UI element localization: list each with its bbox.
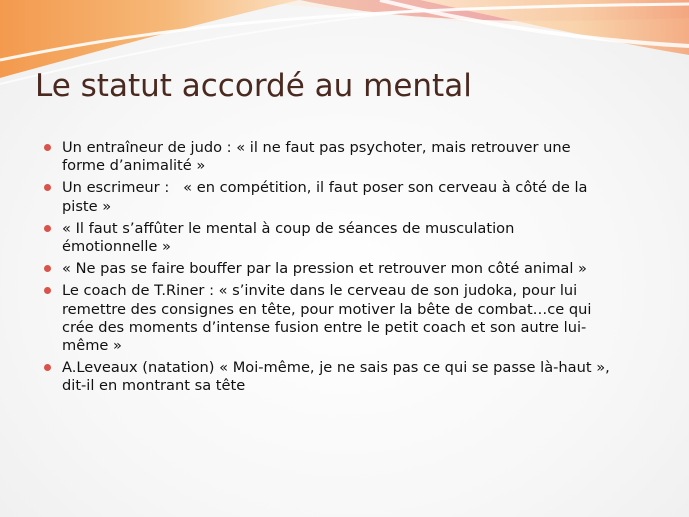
bullet-list	[44, 139, 614, 400]
bullet-text: Un escrimeur : « en compétition, il faut poser son cerveau à côté de la piste »	[62, 179, 593, 215]
bullet-dot-icon	[44, 287, 51, 294]
bullet-item	[44, 282, 614, 355]
bullet-item	[44, 179, 614, 215]
bullet-text: A.Leveaux (natation) « Moi-même, je ne sais pas ce qui se passe là-haut », dit-il en montrant sa tête	[62, 359, 610, 395]
bullet-item	[44, 359, 614, 395]
bullet-item	[44, 139, 614, 175]
slide-title: Le statut accordé au mental	[35, 68, 472, 104]
bullet-item	[44, 220, 614, 256]
bullet-dot-icon	[44, 364, 51, 371]
bullet-item	[44, 260, 614, 278]
bullet-dot-icon	[44, 225, 51, 232]
bullet-text: « Ne pas se faire bouffer par la pression et retrouver mon côté animal »	[62, 260, 587, 278]
bullet-text: Le coach de T.Riner : « s’invite dans le cerveau de son judoka, pour lui remettre des consignes en tête, pour motiver la bête de combat…ce qui crée des moments d’intense fusion entre le petit coach et son autre lui-même »	[62, 282, 592, 355]
bullet-dot-icon	[44, 144, 51, 151]
bullet-dot-icon	[44, 265, 51, 272]
bullet-text: Un entraîneur de judo : « il ne faut pas psychoter, mais retrouver une forme d’animalité »	[62, 139, 571, 175]
bullet-dot-icon	[44, 184, 51, 191]
bullet-text: « Il faut s’affûter le mental à coup de séances de musculation émotionnelle »	[62, 219, 515, 256]
